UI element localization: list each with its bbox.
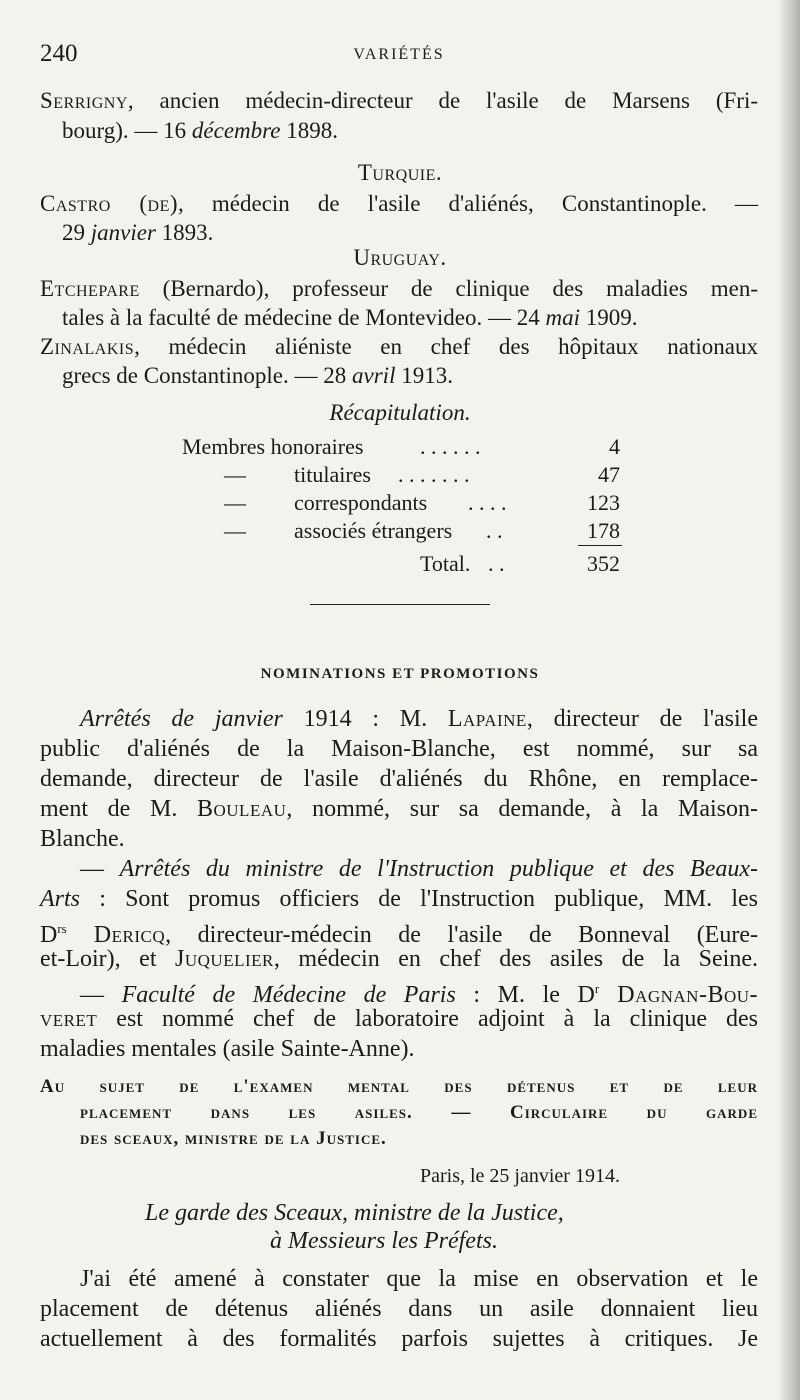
nomination-p1-line1 [80,704,758,734]
superscript: r [594,981,600,996]
recap-row-value: 123 [587,490,620,515]
nomination-p1-line3: demande, directeur de l'asile d'aliénés du Rhône, en remplace- [40,766,758,792]
entry-text: bourg). — 16 [62,118,192,143]
superscript: rs [57,921,67,936]
recap-row-dots: . . . . . . [420,434,481,459]
entry-date-month: décembre [191,118,281,143]
recap-row-value: 47 [598,462,620,487]
section-heading-turquie: Turquie. [357,160,443,185]
running-title: VARIÉTÉS [353,46,445,63]
person-name: Lapaine [447,706,527,732]
entry-name: Zinalakis [40,334,135,359]
entry-date-month: janvier [90,220,156,245]
entry-name: Etchepare [40,276,140,301]
recap-row-dots: . . . . . . . [398,462,470,487]
recap-row-dash: — [224,490,246,515]
recap-row-label: correspondants [294,490,428,515]
circular-body-line2: placement de détenus aliénés dans un asile donnaient lieu [40,1296,758,1322]
entry-etchepare-line2 [62,303,637,333]
text: est nommé chef de laboratoire adjoint à la clinique des [97,1006,758,1032]
section-heading-uruguay: Uruguay. [353,245,447,270]
text: et-Loir), et [40,946,176,972]
text: — [80,982,122,1008]
decree-title: Faculté de Médecine de Paris [121,982,456,1008]
nomination-p2-line2 [40,884,758,914]
entry-text: 1913. [395,363,453,388]
text: , nommé, sur sa demande, à la Maison- [286,796,758,822]
entry-text: grecs de Constantinople. — 28 [62,363,353,388]
circular-heading-line3: des sceaux, ministre de la Justice. [80,1128,387,1149]
recap-row-dots: . . [486,518,503,543]
text: , directeur de l'asile [526,706,758,732]
text: : M. le D [455,982,595,1008]
nomination-p3-line2 [40,1004,758,1034]
entry-text: 1909. [579,305,638,330]
text: , médecin en chef des asiles de la Seine. [273,946,758,972]
nomination-p1-line2: public d'aliénés de la Maison-Blanche, est nommé, sur sa [40,736,758,762]
text: , directeur-médecin de l'asile de Bonneval (Eure- [165,922,758,948]
entry-text: (Bernardo), professeur de clinique des maladies men- [139,276,758,301]
entry-serrigny-line1 [40,86,758,116]
recap-row-dash: — [224,462,246,487]
recap-total-value: 352 [587,551,620,576]
nomination-p2-line4 [40,944,758,974]
entry-etchepare-line1 [40,274,758,304]
decree-title: Arrêtés de janvier [80,706,283,732]
nomination-p3-line3: maladies mentales (asile Sainte-Anne). [40,1036,415,1062]
text: — [80,856,120,882]
circular-body-line1: J'ai été amené à constater que la mise en observation et le [80,1266,758,1292]
entry-text: , médecin aliéniste en chef des hôpitaux nationaux [134,334,758,359]
recap-row-dash: — [224,518,246,543]
circular-sender: Le garde des Sceaux, ministre de la Justice, [145,1200,564,1226]
recap-title: Récapitulation. [329,400,471,425]
recap-row-value: 178 [587,518,620,543]
circular-dateline: Paris, le 25 janvier 1914. [420,1165,620,1187]
recap-total-dots: . . [488,551,505,576]
entry-text: 29 [62,220,91,245]
recap-row-label: Membres honoraires [182,434,364,459]
recap-row-label: titulaires [294,462,371,487]
person-name: veret [40,1006,98,1032]
person-name: Dericq [66,922,166,948]
recap-row-label: associés étrangers [294,518,453,543]
entry-name: Serrigny [40,88,128,113]
entry-text: tales à la faculté de médecine de Montevideo. — 24 [62,305,546,330]
entry-text: , ancien médecin-directeur de l'asile de Marsens (Fri- [127,88,758,113]
entry-name: Castro (de) [40,191,179,216]
page-header [40,40,758,70]
sum-rule [578,545,622,546]
entry-zinalakis-line1 [40,332,758,362]
circular-heading-line2: placement dans les asiles. — Circulaire du garde [80,1102,758,1123]
circular-body-line3: actuellement à des formalités parfois sujettes à critiques. Je [40,1326,758,1352]
recap-row-value: 4 [609,434,620,459]
nomination-p2-line1 [80,854,758,884]
text: : Sont promus officiers de l'Instruction publique, MM. les [80,886,758,912]
entry-serrigny-line2 [62,116,338,146]
decree-title: Arts [40,886,81,912]
circular-recipient: à Messieurs les Préfets. [270,1228,498,1254]
section-divider [310,604,490,605]
person-name: Bouleau [197,796,287,822]
entry-text: , médecin de l'asile d'aliénés, Constantinople. — [178,191,758,216]
recap-row-dots: . . . . [468,490,507,515]
person-name: Dagnan-Bou- [599,982,759,1008]
entry-text: 1898. [280,118,338,143]
entry-zinalakis-line2 [62,361,453,391]
entry-castro-line1 [40,189,758,219]
entry-text: 1893. [155,220,214,245]
text: D [40,922,58,948]
nomination-p1-line5: Blanche. [40,826,125,852]
nomination-p1-line4 [40,794,758,824]
text: 1914 : M. [282,706,448,732]
text: ment de M. [40,796,197,822]
entry-date-month: mai [545,305,580,330]
page-number: 240 [40,40,78,67]
decree-title: Arrêtés du ministre de l'Instruction publique et des Beaux- [119,856,759,882]
nominations-heading: NOMINATIONS ET PROMOTIONS [260,666,540,682]
page-edge-shadow [778,0,800,1400]
entry-date-month: avril [352,363,396,388]
circular-heading-line1: Au sujet de l'examen mental des détenus et de leur [40,1076,758,1097]
person-name: Juquelier [175,946,274,972]
recap-total-label: Total. [420,551,471,576]
